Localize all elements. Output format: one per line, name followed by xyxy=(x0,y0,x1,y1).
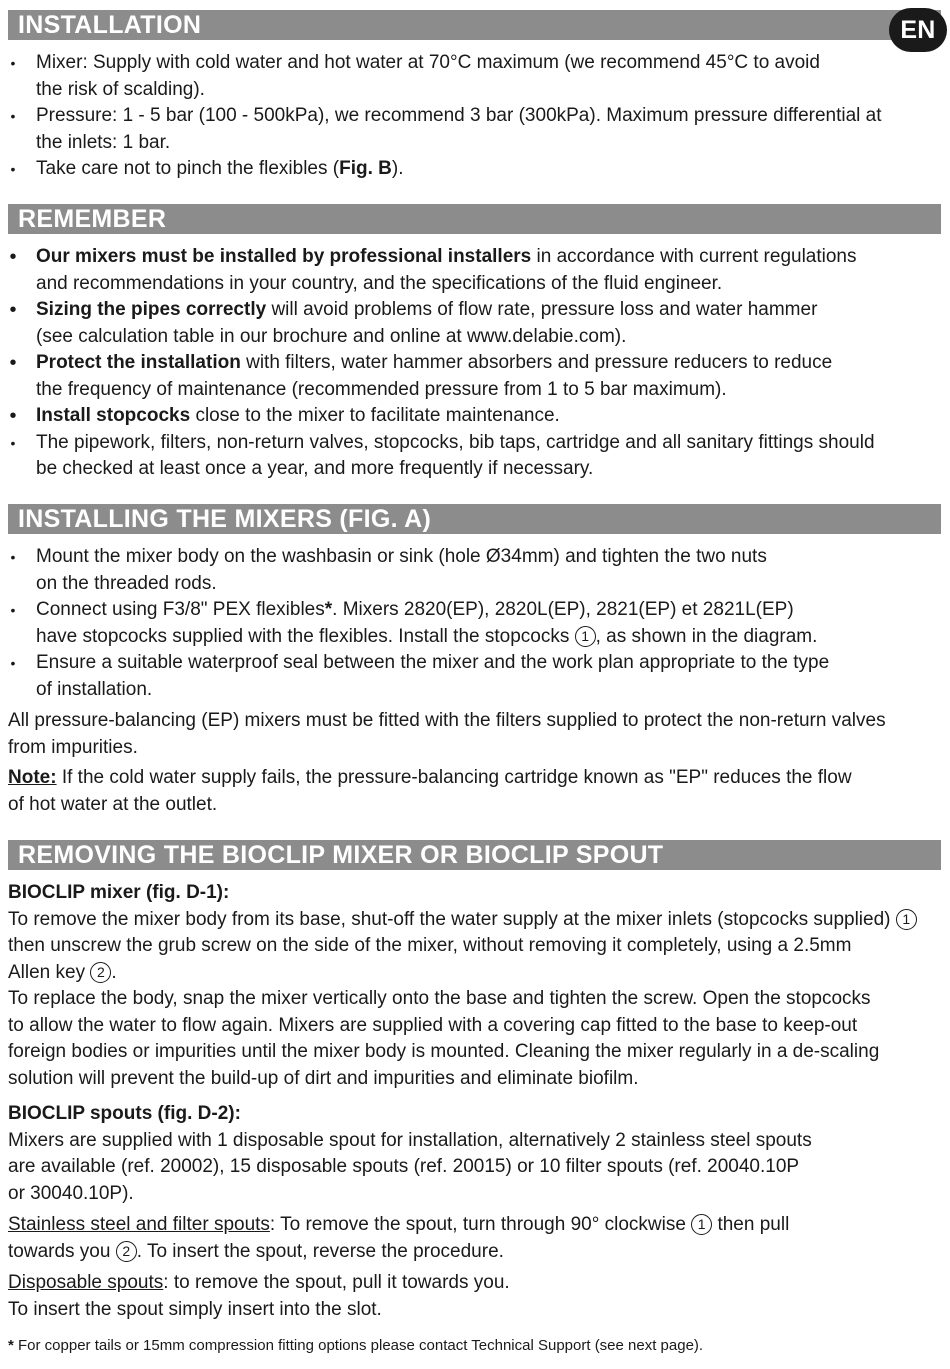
section-header-remember xyxy=(8,204,941,234)
bullet-icon: • xyxy=(9,405,17,427)
disposable-spouts-paragraph: Disposable spouts: to remove the spout, pull it towards you. To insert the spout simply insert into the slot. xyxy=(8,1272,510,1320)
list-item: • Ensure a suitable waterproof seal between the mixer and the work plan appropriate to the type of installation. xyxy=(8,650,941,703)
section-title: REMEMBER xyxy=(18,205,167,233)
bullet-icon: • xyxy=(10,549,16,565)
section-header-removing xyxy=(8,840,941,870)
section-title: INSTALLATION xyxy=(18,11,202,39)
section-title: REMOVING THE BIOCLIP MIXER OR BIOCLIP SPOUT xyxy=(18,841,664,869)
bullet-icon: • xyxy=(10,602,16,618)
bullet-icon: • xyxy=(10,108,16,124)
remember-list xyxy=(8,244,941,483)
note-label: Note: xyxy=(8,767,57,788)
bioclip-mixer-section: BIOCLIP mixer (fig. D-1): To remove the mixer body from its base, shut-off the water supply at the mixer inlets (stopcocks supplied) 1 then unscrew the grub screw on the side of the mixer, without removing it completely, using a 2.5mm Allen key 2 . To replace the body, snap the mixer vertically onto the base and tighten the screw. Open the stopcocks to allow the water to flow again. Mixers are supplied with a covering cap fitted to the base to keep-out foreign bodies or impurities until the mixer body is mounted. Cleaning the mixer regularly in a de-scaling solution will prevent the build-up of dirt and impurities and eliminate biofilm. xyxy=(8,880,941,1092)
list-item: • Protect the installation with filters, water hammer absorbers and pressure reducers to reduce the frequency of maintenance (recommended pressure from 1 to 5 bar maximum). xyxy=(9,352,833,400)
list-item: • Pressure: 1 - 5 bar (100 - 500kPa), we recommend 3 bar (300kPa). Maximum pressure differential at the inlets: 1 bar. xyxy=(8,103,941,156)
list-item: • Our mixers must be installed by professional installers in accordance with current regulations and recommendations in your country, and the specifications of the fluid engineer. xyxy=(9,246,857,294)
installing-list xyxy=(8,544,941,703)
list-item: • Mount the mixer body on the washbasin or sink (hole Ø34mm) and tighten the two nuts on the threaded rods. xyxy=(8,544,941,597)
bullet-icon: • xyxy=(10,655,16,671)
callout-1-icon: 1 xyxy=(575,626,596,647)
subsection-heading: BIOCLIP spouts (fig. D-2): xyxy=(8,1103,241,1124)
list-item: • Sizing the pipes correctly will avoid problems of flow rate, pressure loss and water hammer (see calculation table in our brochure and online at www.delabie.com). xyxy=(9,299,818,347)
callout-2-icon: 2 xyxy=(90,962,111,983)
note-paragraph: Note: If the cold water supply fails, the pressure-balancing cartridge known as "EP" reduces the flow of hot water at the outlet. xyxy=(8,767,852,815)
list-item: • Take care not to pinch the flexibles (Fig. B). xyxy=(8,156,941,183)
callout-2-icon: 2 xyxy=(116,1241,137,1262)
bullet-icon: • xyxy=(10,161,16,177)
footnote: * For copper tails or 15mm compression fitting options please contact Technical Support (see next page). xyxy=(8,1337,704,1354)
ep-paragraph: All pressure-balancing (EP) mixers must be fitted with the filters supplied to protect the non-return valves from impurities. xyxy=(8,710,886,758)
section-header-installation xyxy=(8,10,941,44)
language-badge: EN xyxy=(889,8,947,52)
bullet-icon: • xyxy=(10,55,16,71)
bullet-icon: • xyxy=(10,434,16,451)
bullet-icon: • xyxy=(9,299,17,321)
installation-list xyxy=(8,50,941,183)
list-item: • Install stopcocks close to the mixer to facilitate maintenance. xyxy=(8,403,941,430)
callout-1-icon: 1 xyxy=(896,909,917,930)
list-item: • The pipework, filters, non-return valves, stopcocks, bib taps, cartridge and all sanitary fittings should be checked at least once a year, and more frequently if necessary. xyxy=(8,430,941,483)
bullet-icon: • xyxy=(9,352,17,374)
bullet-icon: • xyxy=(9,246,17,268)
section-header-installing xyxy=(8,504,941,534)
list-item: • Connect using F3/8" PEX flexibles*. Mixers 2820(EP), 2820L(EP), 2821(EP) et 2821L(EP) have stopcocks supplied with the flexibles. Install the stopcocks 1 , as shown in the diagram. xyxy=(8,597,941,650)
list-item: • Mixer: Supply with cold water and hot water at 70°C maximum (we recommend 45°C to avoid the risk of scalding). xyxy=(8,50,941,103)
stainless-spouts-paragraph: Stainless steel and filter spouts: To remove the spout, turn through 90° clockwise 1 then pull towards you 2 . To insert the spout, reverse the procedure. xyxy=(8,1214,790,1262)
callout-1-icon: 1 xyxy=(691,1214,712,1235)
bioclip-spouts-section: BIOCLIP spouts (fig. D-2): Mixers are supplied with 1 disposable spout for installation, alternatively 2 stainless steel spouts are available (ref. 20002), 15 disposable spouts (ref. 20015) or 10 filter spouts (ref. 20040.10P or 30040.10P). xyxy=(8,1103,812,1204)
section-title: INSTALLING THE MIXERS (FIG. A) xyxy=(18,505,432,533)
subsection-heading: BIOCLIP mixer (fig. D-1): xyxy=(8,882,230,903)
